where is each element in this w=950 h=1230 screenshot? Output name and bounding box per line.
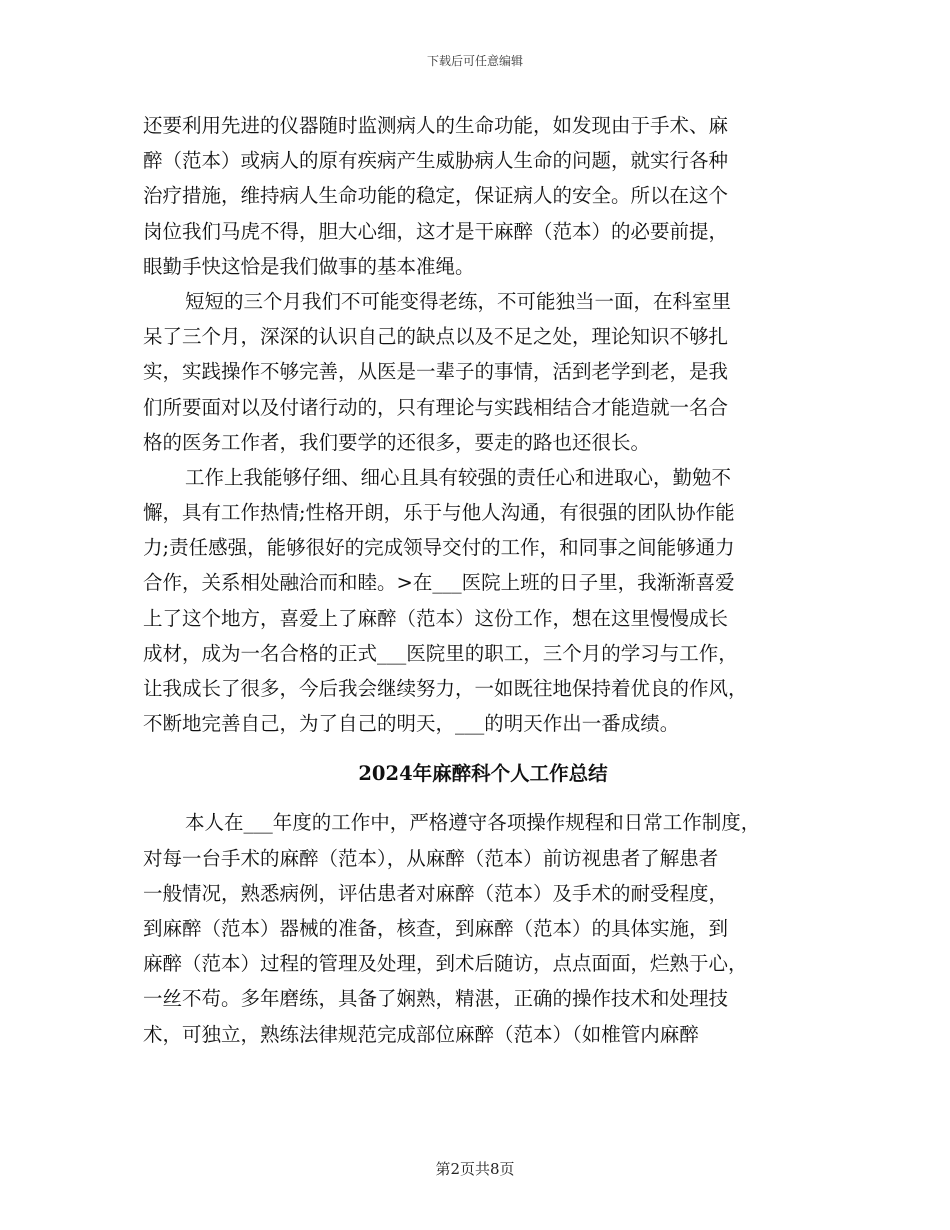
text-line: 上了这个地方，喜爱上了麻醉（范本）这份工作，想在这里慢慢成长 <box>143 606 729 630</box>
text-line: 眼勤手快这恰是我们做事的基本准绳。 <box>143 254 475 278</box>
page-header-note: 下载后可任意编辑 <box>426 54 523 68</box>
text-line: 到麻醉（范本）器械的准备，核查，到麻醉（范本）的具体实施，到 <box>143 916 729 940</box>
text-line: 麻醉（范本）过程的管理及处理，到术后随访，点点面面，烂熟于心， <box>143 952 748 976</box>
text-line: 懈，具有工作热情;性格开朗，乐于与他人沟通，有很强的团队协作能 <box>143 501 735 525</box>
text-line: 术，可独立，熟练法律规范完成部位麻醉（范本）（如椎管内麻醉 <box>143 1022 699 1046</box>
text-line: 成材，成为一名合格的正式___医院里的职工，三个月的学习与工作， <box>143 641 738 665</box>
paragraphs-part2 <box>143 805 823 1051</box>
section-title: 2024年麻醉科个人工作总结 <box>358 762 608 786</box>
text-line: 对每一台手术的麻醉（范本），从麻醉（范本）前访视患者了解患者 <box>143 846 719 870</box>
text-line: 短短的三个月我们不可能变得老练，不可能独当一面，在科室里 <box>185 289 732 313</box>
text-line: 工作上我能够仔细、细心且具有较强的责任心和进取心，勤勉不 <box>185 465 732 489</box>
text-line: 力;责任感强，能够很好的完成领导交付的工作，和同事之间能够通力 <box>143 536 735 560</box>
text-line: 合作，关系相处融洽而和睦。>在___医院上班的日子里，我渐渐喜爱 <box>143 571 735 595</box>
text-line: 一般情况，熟悉病例，评估患者对麻醉（范本）及手术的耐受程度， <box>143 881 729 905</box>
page-footer-number: 第2页共8页 <box>435 1160 515 1178</box>
text-line: 治疗措施，维持病人生命功能的稳定，保证病人的安全。所以在这个 <box>143 184 729 208</box>
text-line: 醉（范本）或病人的原有疾病产生威胁病人生命的问题，就实行各种 <box>143 149 729 173</box>
text-line: 岗位我们马虎不得，胆大心细，这才是干麻醉（范本）的必要前提， <box>143 219 729 243</box>
document-body <box>143 108 823 1052</box>
paragraphs-part1 <box>143 108 823 741</box>
text-line: 呆了三个月，深深的认识自己的缺点以及不足之处，理论知识不够扎 <box>143 325 729 349</box>
text-line: 本人在___年度的工作中，严格遵守各项操作规程和日常工作制度， <box>185 811 761 835</box>
text-line: 让我成长了很多，今后我会继续努力，一如既往地保持着优良的作风， <box>143 677 748 700</box>
text-line: 一丝不苟。多年磨练，具备了娴熟，精湛，正确的操作技术和处理技 <box>143 987 729 1011</box>
text-line: 实，实践操作不够完善，从医是一辈子的事情，活到老学到老，是我 <box>143 360 729 384</box>
text-line: 还要利用先进的仪器随时监测病人的生命功能，如发现由于手术、麻 <box>143 114 729 137</box>
text-line: 不断地完善自己，为了自己的明天，___的明天作出一番成绩。 <box>143 712 680 736</box>
text-line: 们所要面对以及付诸行动的，只有理论与实践相结合才能造就一名合 <box>143 395 729 419</box>
text-line: 格的医务工作者，我们要学的还很多，要走的路也还很长。 <box>143 430 651 454</box>
